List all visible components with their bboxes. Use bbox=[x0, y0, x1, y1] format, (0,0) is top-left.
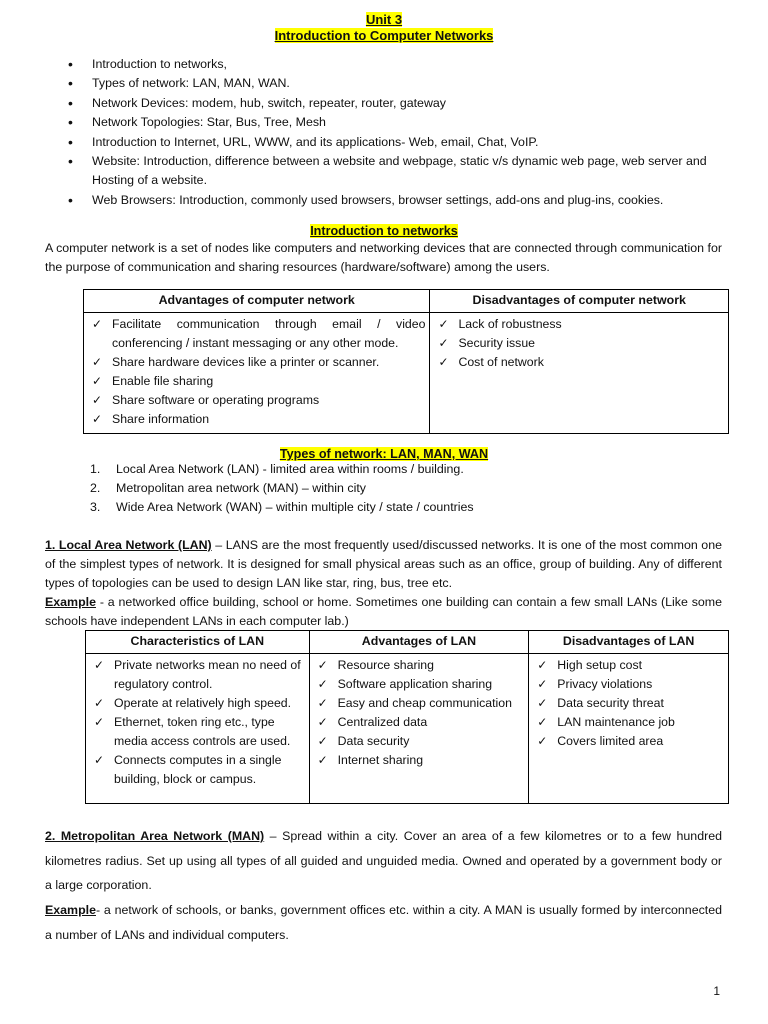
lan-disadvantages-list bbox=[533, 656, 724, 751]
intro-paragraph: A computer network is a set of nodes like computers and networking devices that are connected through communication for the purpose of communication and sharing resources (hardware/software) among the users. bbox=[45, 241, 722, 274]
lan-paragraph bbox=[45, 536, 722, 631]
list-item: ✓ Centralized data bbox=[314, 713, 525, 732]
item-number: 1. bbox=[90, 462, 101, 476]
table-header: Advantages of LAN bbox=[309, 631, 529, 654]
list-item: ✓ Resource sharing bbox=[314, 656, 525, 675]
list-item: ✓ Covers limited area bbox=[533, 732, 724, 751]
list-item: ✓ Enable file sharing bbox=[88, 372, 425, 391]
list-item bbox=[90, 479, 474, 498]
list-item: ✓ Data security bbox=[314, 732, 525, 751]
list-item: ✓ Data security threat bbox=[533, 694, 724, 713]
table-header: Disadvantages of computer network bbox=[430, 290, 729, 313]
lan-example-text: - a networked office building, school or home. Sometimes one building can contain a few small LANs (Like some schools have independent LANs in each computer lab.) bbox=[45, 595, 722, 628]
lan-advantages-list bbox=[314, 656, 525, 770]
types-heading: Types of network: LAN, MAN, WAN bbox=[279, 447, 489, 461]
item-text: Local Area Network (LAN) - limited area within rooms / building. bbox=[116, 462, 464, 476]
list-item: ✓ Operate at relatively high speed. bbox=[90, 694, 305, 713]
lan-characteristics-list bbox=[90, 656, 305, 789]
network-disadvantages-list bbox=[434, 315, 724, 372]
table-header: Characteristics of LAN bbox=[86, 631, 310, 654]
list-item: ✓ High setup cost bbox=[533, 656, 724, 675]
man-paragraph bbox=[45, 824, 722, 948]
intro-heading: Introduction to networks bbox=[310, 224, 458, 238]
list-item: ✓ Software application sharing bbox=[314, 675, 525, 694]
list-item: ✓ Private networks mean no need of regulatory control. bbox=[90, 656, 305, 694]
item-number: 2. bbox=[90, 481, 101, 495]
man-example-label: Example bbox=[45, 903, 96, 918]
list-item: • Introduction to networks, bbox=[68, 55, 728, 74]
list-item: ✓ Ethernet, token ring etc., type media access controls are used. bbox=[90, 713, 305, 751]
list-item: ✓ Share hardware devices like a printer or scanner. bbox=[88, 353, 425, 372]
list-item: ✓ Privacy violations bbox=[533, 675, 724, 694]
list-item: ✓ Connects computes in a single building, block or campus. bbox=[90, 751, 305, 789]
network-pros-cons-table bbox=[83, 289, 729, 434]
man-heading: 2. Metropolitan Area Network (MAN) bbox=[45, 829, 265, 843]
lan-heading: 1. Local Area Network (LAN) bbox=[45, 538, 212, 552]
table-header: Advantages of computer network bbox=[84, 290, 430, 313]
item-number: 3. bbox=[90, 500, 101, 514]
item-text: Metropolitan area network (MAN) – within city bbox=[116, 481, 366, 495]
list-item: • Web Browsers: Introduction, commonly used browsers, browser settings, add-ons and plug-ins, cookies. bbox=[68, 191, 728, 210]
list-item: • Introduction to Internet, URL, WWW, and its applications- Web, email, Chat, VoIP. bbox=[68, 133, 728, 152]
lan-table bbox=[85, 630, 729, 804]
list-item: ✓ Lack of robustness bbox=[434, 315, 724, 334]
list-item: ✓ LAN maintenance job bbox=[533, 713, 724, 732]
network-advantages-list bbox=[88, 315, 425, 429]
list-item: • Network Devices: modem, hub, switch, repeater, router, gateway bbox=[68, 94, 728, 113]
lan-text: – LANS are the most frequently used/discussed networks. It is one of the most common one of the simplest types of network. It is designed for small physical areas such as an office, group of building. Any of different types of topologies can be used to design LAN like star, ring, bus, tree etc. bbox=[45, 538, 722, 590]
man-example-text: - a network of schools, or banks, government offices etc. within a city. A MAN is usually formed by interconnected a number of LANs and individual computers. bbox=[45, 903, 722, 942]
lan-example-label: Example bbox=[45, 595, 96, 609]
list-item: ✓ Easy and cheap communication bbox=[314, 694, 525, 713]
list-item bbox=[90, 498, 474, 517]
network-types-list bbox=[90, 460, 474, 517]
list-item: ✓ Facilitate communication through email / video conferencing / instant messaging or any other mode. bbox=[88, 315, 425, 353]
item-text: Wide Area Network (WAN) – within multiple city / state / countries bbox=[116, 500, 474, 514]
list-item: ✓ Cost of network bbox=[434, 353, 724, 372]
list-item: • Network Topologies: Star, Bus, Tree, Mesh bbox=[68, 113, 728, 132]
page-number: 1 bbox=[713, 984, 720, 998]
table-header: Disadvantages of LAN bbox=[529, 631, 729, 654]
syllabus-list bbox=[68, 55, 728, 210]
list-item: • Website: Introduction, difference between a website and webpage, static v/s dynamic web page, web server and Hosting of a website. bbox=[68, 152, 728, 191]
list-item: ✓ Share software or operating programs bbox=[88, 391, 425, 410]
page-title: Introduction to Computer Networks bbox=[274, 28, 494, 43]
list-item bbox=[90, 460, 474, 479]
document-title-block bbox=[0, 12, 768, 44]
list-item: • Types of network: LAN, MAN, WAN. bbox=[68, 74, 728, 93]
unit-label: Unit 3 bbox=[365, 12, 403, 27]
man-text: – Spread within a city. Cover an area of a few kilometres or to a few hundred kilometres radius. Set up using all types of all guided and unguided media. Owned and operated by a government body or a large corporation. bbox=[45, 829, 722, 893]
list-item: ✓ Share information bbox=[88, 410, 425, 429]
list-item: ✓ Security issue bbox=[434, 334, 724, 353]
intro-heading-block bbox=[0, 223, 768, 239]
list-item: ✓ Internet sharing bbox=[314, 751, 525, 770]
